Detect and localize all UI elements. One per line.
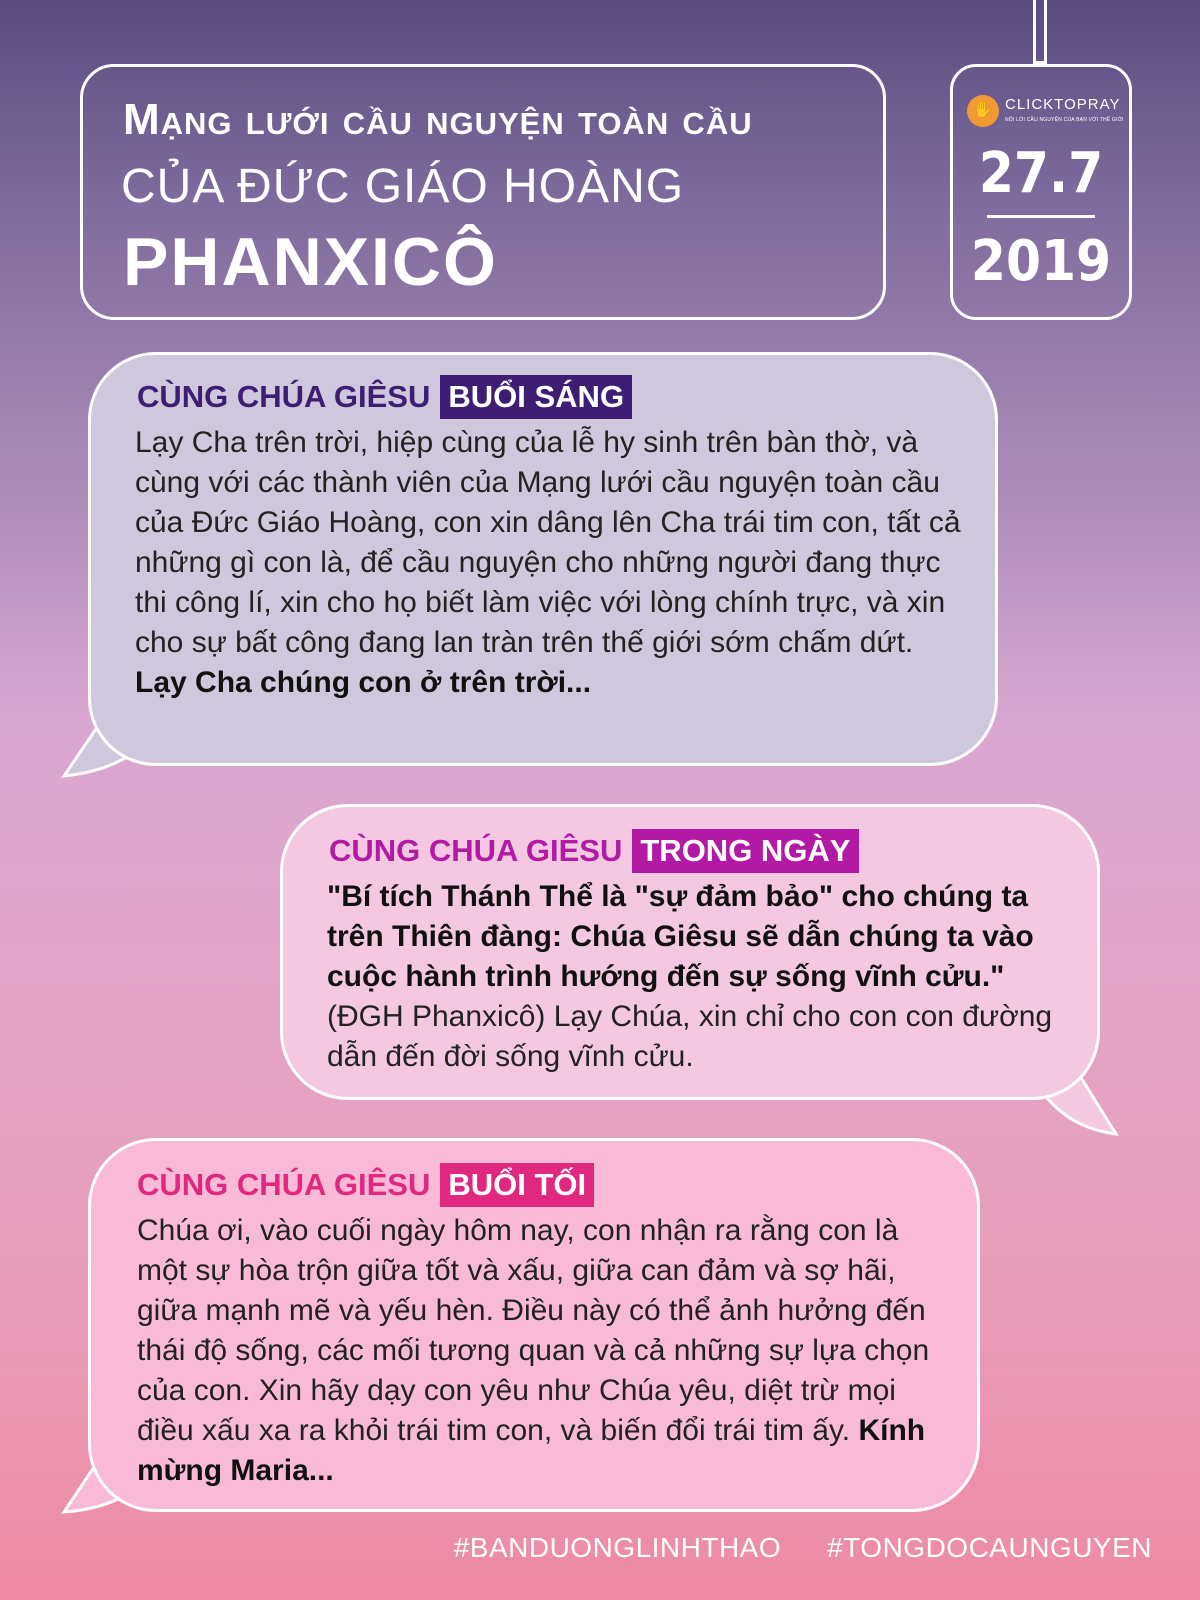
evening-prayer-ending: Kính mừng Maria... [137, 1414, 926, 1487]
logo-name: CLICKTOPRAY [1005, 96, 1121, 113]
day-prayer [327, 877, 1067, 1077]
logo-tagline: NỐI LỜI CẦU NGUYỆN CỦA BẠN VỚI THẾ GIỚI [1005, 117, 1124, 123]
day-prayer-text: (ĐGH Phanxicô) Lạy Chúa, xin chỉ cho con con đường dẫn đến đời sống vĩnh cửu. [327, 1000, 1053, 1073]
evening-heading-label: CÙNG CHÚA GIÊSU [137, 1167, 431, 1202]
day-tag: TRONG NGÀY [632, 829, 858, 873]
hand-icon: ✋ [967, 95, 999, 127]
day-heading-label: CÙNG CHÚA GIÊSU [329, 833, 623, 868]
title-line-3: PHANXICÔ [123, 224, 498, 300]
morning-bubble [88, 352, 998, 766]
evening-heading [137, 1163, 594, 1207]
hashtag-tongdocaunguyen[interactable]: #TONGDOCAUNGUYEN [827, 1532, 1152, 1563]
day-prayer-quote: "Bí tích Thánh Thể là "sự đảm bảo" cho chúng ta trên Thiên đàng: Chúa Giêsu sẽ dẫn chúng ta vào cuộc hành trình hướng đến sự sống vĩnh cửu." [327, 880, 1034, 993]
evening-tag: BUỔI TỐI [440, 1163, 594, 1207]
morning-tag: BUỔI SÁNG [440, 375, 632, 419]
evening-prayer [137, 1211, 937, 1491]
hashtags [454, 1532, 1152, 1564]
evening-bubble [88, 1138, 980, 1512]
morning-heading [137, 375, 632, 419]
clicktopray-logo [967, 95, 1124, 129]
date-year: 2019 [970, 229, 1112, 294]
morning-prayer-text: Lạy Cha trên trời, hiệp cùng của lễ hy sinh trên bàn thờ, và cùng với các thành viên của Mạng lưới cầu nguyện toàn cầu của Đức Giáo Hoàng, con xin dâng lên Cha trái tim con, tất cả những gì con là, để cầu nguyện cho những người đang thực thi công lí, xin cho họ biết làm việc với lòng chính trực, và xin cho sự bất công đang lan tràn trên thế giới sớm chấm dứt. [135, 426, 961, 659]
title-card [80, 64, 886, 320]
morning-heading-label: CÙNG CHÚA GIÊSU [137, 379, 431, 414]
morning-prayer-ending: Lạy Cha chúng con ở trên trời... [135, 666, 592, 699]
date-day-month: 27.7 [978, 141, 1104, 206]
hanger-line [1033, 0, 1047, 64]
day-bubble [280, 804, 1100, 1100]
hashtag-banduonglinhthao[interactable]: #BANDUONGLINHTHAO [453, 1532, 782, 1563]
morning-prayer [135, 423, 965, 703]
evening-prayer-text: Chúa ơi, vào cuối ngày hôm nay, con nhận ra rằng con là một sự hòa trộn giữa tốt và xấu, giữa can đảm và sợ hãi, giữa mạnh mẽ và yếu hèn. Điều này có thể ảnh hưởng đến thái độ sống, các mối tương quan và cả những sự lựa chọn của con. Xin hãy dạy con yêu như Chúa yêu, diệt trừ mọi điều xấu xa ra khỏi trái tim con, và biến đổi trái tim ấy. [137, 1214, 930, 1447]
title-line-2: CỦA ĐỨC GIÁO HOÀNG [121, 160, 685, 213]
date-card [950, 64, 1132, 320]
day-heading [329, 829, 859, 873]
date-divider [987, 215, 1095, 218]
title-line-1: Mạng lưới cầu nguyện toàn cầu [123, 95, 753, 144]
